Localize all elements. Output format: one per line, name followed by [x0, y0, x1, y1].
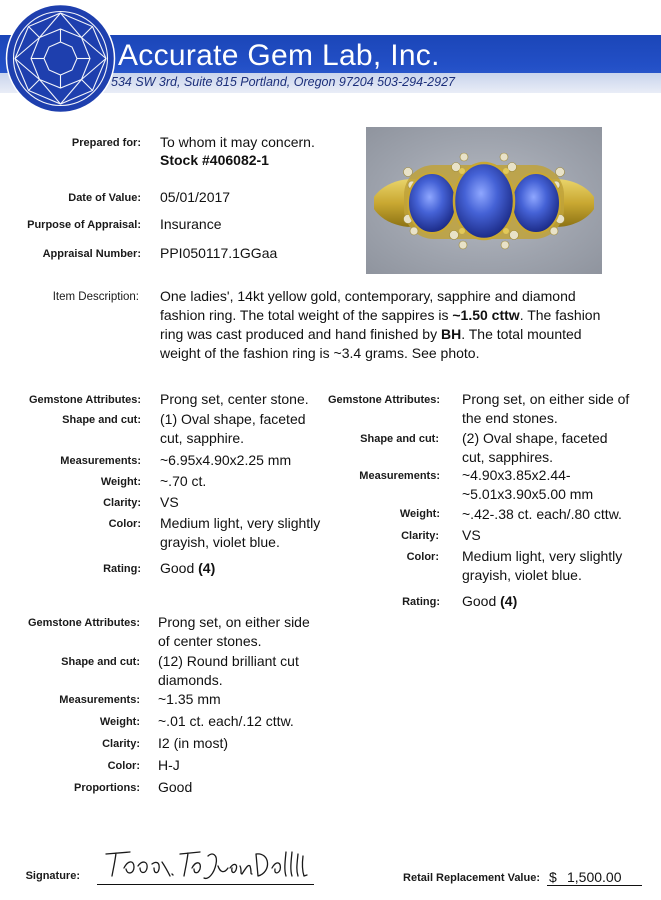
es-attributes: Prong set, on either side of the end stones.	[462, 391, 630, 426]
cs-clarity: VS	[160, 494, 179, 510]
cs-measurements: ~6.95x4.90x2.25 mm	[160, 452, 292, 468]
dia-measurements: ~1.35 mm	[158, 691, 221, 707]
dia-clarity: I2 (in most)	[158, 735, 229, 751]
es-clarity: VS	[462, 527, 481, 543]
value-line	[547, 885, 642, 886]
purpose-value: Insurance	[160, 216, 222, 232]
cs-attributes: Prong set, center stone.	[160, 391, 309, 407]
dia-proportions-label: Proportions:	[74, 782, 140, 794]
replacement-value: 1,500.00	[567, 869, 622, 885]
company-name: Accurate Gem Lab, Inc.	[118, 39, 440, 72]
es-color-label: Color:	[406, 551, 439, 563]
dia-color: H-J	[158, 757, 180, 773]
cs-measurements-label: Measurements:	[60, 455, 141, 467]
gem-logo	[4, 2, 117, 115]
dia-weight-label: Weight:	[99, 716, 140, 728]
dia-attributes-label: Gemstone Attributes:	[27, 617, 140, 629]
appraisal-number-label: Appraisal Number:	[42, 248, 141, 260]
dia-measurements-label: Measurements:	[59, 694, 140, 706]
es-rating-label: Rating:	[402, 596, 440, 608]
date-of-value-label: Date of Value:	[68, 192, 141, 204]
handwritten-signature	[100, 842, 315, 884]
cs-shape-label: Shape and cut:	[62, 414, 141, 426]
es-clarity-label: Clarity:	[401, 530, 439, 542]
prepared-for-label: Prepared for:	[71, 137, 141, 149]
dia-shape-label: Shape and cut:	[61, 656, 140, 668]
cs-attributes-label: Gemstone Attributes:	[28, 394, 141, 406]
cs-color: Medium light, very slightly grayish, violet blue.	[160, 515, 321, 550]
es-shape-label: Shape and cut:	[360, 433, 439, 445]
es-weight-label: Weight:	[399, 508, 440, 520]
prepared-for-value: To whom it may concern.	[160, 134, 315, 150]
dia-attributes: Prong set, on either side of center stones.	[158, 614, 310, 649]
cs-color-label: Color:	[108, 518, 141, 530]
es-measurements-label: Measurements:	[359, 470, 440, 482]
es-attributes-label: Gemstone Attributes:	[327, 394, 440, 406]
dia-weight: ~.01 ct. each/.12 cttw.	[158, 713, 294, 729]
purpose-label: Purpose of Appraisal:	[27, 219, 141, 231]
company-address: 534 SW 3rd, Suite 815 Portland, Oregon 97204 503-294-2927	[111, 75, 455, 89]
stock-number: Stock #406082-1	[160, 152, 269, 168]
cs-weight: ~.70 ct.	[160, 473, 207, 489]
es-rating: Good (4)	[462, 593, 518, 609]
replacement-value-currency: $	[549, 869, 557, 885]
cs-clarity-label: Clarity:	[103, 497, 141, 509]
cs-weight-label: Weight:	[100, 476, 141, 488]
dia-clarity-label: Clarity:	[102, 738, 140, 750]
date-of-value: 05/01/2017	[160, 189, 231, 205]
item-description: One ladies', 14kt yellow gold, contemporary, sapphire and diamond fashion ring. The total weight of the sappires is ~1.50 cttw. The fashion ring was cast produced and hand finished by BH. The total mounted weight of the fashion ring is ~3.4 grams. See photo.	[160, 288, 601, 361]
dia-proportions: Good	[158, 779, 193, 795]
ring-photo	[366, 127, 602, 274]
dia-shape: (12) Round brilliant cut diamonds.	[158, 653, 299, 688]
cs-rating-label: Rating:	[103, 563, 141, 575]
es-measurements: ~4.90x3.85x2.44- ~5.01x3.90x5.00 mm	[462, 467, 594, 502]
appraisal-number: PPI050117.1GGaa	[160, 245, 278, 261]
signature-label: Signature:	[25, 870, 80, 882]
item-description-label: Item Description:	[52, 291, 139, 303]
es-shape: (2) Oval shape, faceted cut, sapphires.	[462, 430, 608, 465]
signature-line	[97, 884, 314, 885]
cs-rating: Good (4)	[160, 560, 216, 576]
es-weight: ~.42-.38 ct. each/.80 cttw.	[462, 506, 622, 522]
cs-shape: (1) Oval shape, faceted cut, sapphire.	[160, 411, 306, 446]
replacement-value-label: Retail Replacement Value:	[403, 872, 540, 884]
es-color: Medium light, very slightly grayish, violet blue.	[462, 548, 623, 583]
dia-color-label: Color:	[107, 760, 140, 772]
